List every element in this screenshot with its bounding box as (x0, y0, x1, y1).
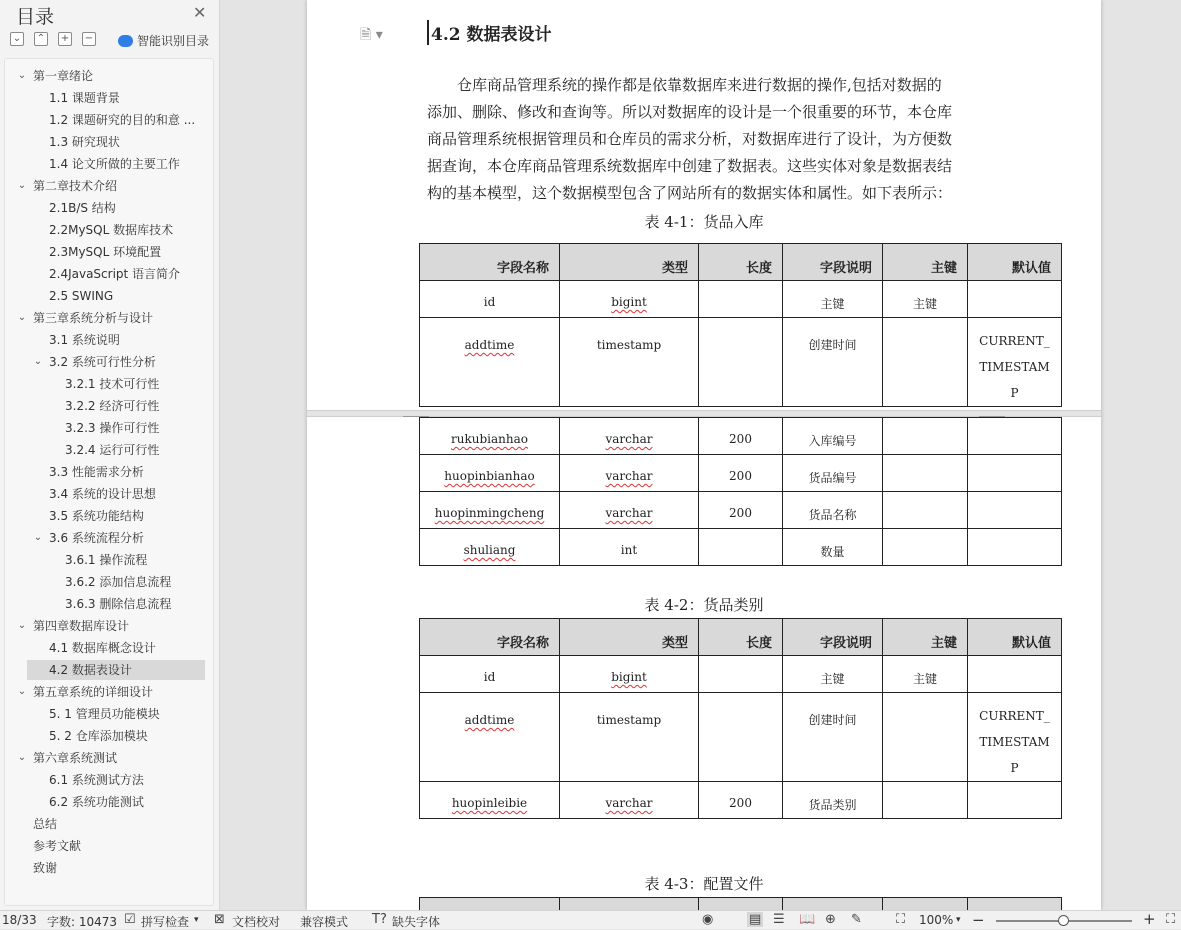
cell-text: 数量 (820, 545, 845, 559)
table-cell[interactable] (699, 693, 783, 782)
cell-text: varchar (605, 469, 653, 483)
cell-text: huopinmingcheng (434, 506, 545, 520)
table-cell[interactable] (560, 693, 699, 782)
column-header (883, 898, 968, 911)
toc-item[interactable]: 3.5 系统功能结构 (49, 509, 144, 523)
table-caption-2: 表 4-2：货品类别 (644, 596, 764, 614)
zoom-in-icon[interactable]: + (1143, 910, 1156, 928)
table-cell[interactable] (883, 418, 968, 455)
data-table-1-part-a (419, 243, 1062, 407)
table-row (420, 418, 1062, 455)
table-cell[interactable] (783, 529, 883, 566)
table-cell[interactable] (560, 492, 699, 529)
page-indicator[interactable]: 18/33 (2, 913, 37, 927)
cell-text: id (483, 295, 496, 309)
page-corner-mark (403, 404, 429, 417)
cell-text: 主键 (912, 297, 937, 311)
cell-text: huopinleibie (451, 796, 528, 810)
eye-protection-icon[interactable]: ◉ (702, 912, 714, 927)
cell-text: addtime (464, 713, 515, 727)
cell-text: shuliang (463, 543, 516, 557)
document-area (221, 0, 1181, 910)
table-cell[interactable] (883, 455, 968, 492)
section-heading: 4.2 数据表设计 (427, 20, 552, 45)
cell-text: 创建时间 (808, 713, 857, 727)
spell-check-button[interactable]: 拼写检查 (141, 915, 190, 929)
toc-item[interactable]: 6.2 系统功能测试 (49, 795, 144, 809)
table-cell[interactable] (968, 281, 1062, 318)
add-heading-icon[interactable]: + (58, 32, 72, 46)
toc-item[interactable]: 2.4JavaScript 语言简介 (49, 267, 181, 281)
paragraph-line: 构的基本模型，这个数据模型包含了网站所有的数据实体和属性。如下表所示： (427, 184, 953, 202)
toc-item[interactable]: 1.3 研究现状 (49, 135, 120, 149)
toc-item[interactable]: 2.3MySQL 环境配置 (49, 245, 162, 259)
cell-text: 主键 (820, 297, 845, 311)
toc-item[interactable]: 3.6.3 删除信息流程 (65, 597, 172, 611)
doc-proof-icon: ⊠ (214, 912, 225, 927)
table-cell[interactable] (883, 656, 968, 693)
column-header (420, 898, 560, 911)
table-cell[interactable] (783, 455, 883, 492)
page-corner-mark (979, 404, 1005, 417)
doc-proof-button[interactable]: 文档校对 (232, 915, 281, 929)
chevron-down-icon[interactable]: ▾ (194, 915, 199, 925)
toc-list (4, 58, 214, 906)
table-header-row (420, 244, 1062, 281)
cell-text: varchar (605, 432, 653, 446)
toc-item[interactable]: 3.2.2 经济可行性 (65, 399, 160, 413)
toc-item[interactable]: 4.1 数据库概念设计 (49, 641, 156, 655)
table-cell[interactable] (420, 492, 560, 529)
toc-item[interactable]: 致谢 (33, 861, 58, 875)
fullscreen-icon[interactable]: ⛶ (1166, 912, 1176, 927)
chevron-down-icon[interactable]: ⌄ (17, 752, 27, 763)
table-cell[interactable] (883, 693, 968, 782)
zoom-out-icon[interactable]: − (972, 911, 985, 929)
table-cell[interactable] (560, 656, 699, 693)
toc-sidebar (0, 0, 220, 910)
outline-view-icon[interactable]: ☰ (773, 912, 785, 927)
status-bar (0, 910, 1181, 929)
cell-text: varchar (605, 796, 653, 810)
cell-text: int (620, 543, 638, 557)
cell-text: 主键 (912, 672, 937, 686)
table-cell[interactable] (783, 693, 883, 782)
sidebar-title: 目录 (16, 6, 55, 28)
zoom-slider[interactable] (996, 920, 1132, 922)
toc-item[interactable]: 2.2MySQL 数据库技术 (49, 223, 174, 237)
cell-text: 货品名称 (808, 508, 857, 522)
column-header: 长度 (699, 619, 783, 656)
table-cell[interactable] (783, 318, 883, 407)
table-cell[interactable] (560, 281, 699, 318)
table-cell[interactable] (883, 492, 968, 529)
cell-text: varchar (605, 506, 653, 520)
toc-item[interactable]: 2.1B/S 结构 (49, 201, 116, 215)
cell-text: 主键 (820, 672, 845, 686)
zoom-level[interactable]: 100% (919, 913, 954, 927)
toc-item[interactable]: 2.5 SWING (49, 289, 114, 303)
ai-recognize-label: 智能识别目录 (137, 34, 210, 48)
cell-text: 货品编号 (808, 471, 857, 485)
paragraph-line: 据查询，本仓库商品管理系统数据库中创建了数据表。这些实体对象是数据表结 (427, 157, 953, 175)
toc-item[interactable]: 3.6.1 操作流程 (65, 553, 148, 567)
table-row (420, 455, 1062, 492)
table-cell[interactable] (783, 492, 883, 529)
column-header: 主键 (883, 244, 968, 281)
cell-text: rukubianhao (451, 432, 528, 446)
toc-item[interactable]: 第二章技术介绍 (33, 179, 118, 193)
document-page (307, 0, 1101, 910)
toc-item[interactable]: 3.1 系统说明 (49, 333, 120, 347)
column-header (783, 898, 883, 911)
table-row (420, 281, 1062, 318)
cell-text: timestamp (596, 713, 662, 727)
cell-text: timestamp (596, 338, 662, 352)
toc-item[interactable]: 第三章系统分析与设计 (33, 311, 154, 325)
table-caption-3: 表 4-3：配置文件 (644, 875, 764, 893)
toc-item[interactable]: 3.2.4 运行可行性 (65, 443, 160, 457)
table-cell[interactable] (420, 281, 560, 318)
cell-text: 200 (729, 469, 752, 483)
data-table-2 (419, 618, 1062, 819)
web-view-icon[interactable]: ⊕ (825, 912, 836, 927)
table-cell[interactable] (968, 455, 1062, 492)
data-table-1-part-b (419, 417, 1062, 566)
chevron-down-icon[interactable]: ⌄ (33, 356, 43, 367)
missing-font-icon: T? (372, 912, 387, 927)
table-cell[interactable] (968, 492, 1062, 529)
chevron-down-icon[interactable]: ⌄ (17, 70, 27, 81)
table-cell[interactable] (699, 656, 783, 693)
table-cell[interactable] (560, 318, 699, 407)
table-cell[interactable] (883, 782, 968, 819)
table-cell[interactable] (420, 418, 560, 455)
zoom-slider-handle[interactable] (1058, 915, 1069, 926)
toc-item[interactable]: 1.4 论文所做的主要工作 (49, 157, 180, 171)
table-cell[interactable] (699, 782, 783, 819)
table-cell[interactable] (883, 318, 968, 407)
cell-text: 入库编号 (808, 434, 857, 448)
table-cell[interactable] (968, 418, 1062, 455)
column-header (968, 898, 1062, 911)
chevron-down-icon[interactable]: ⌄ (17, 312, 27, 323)
table-cell[interactable] (420, 529, 560, 566)
column-header (699, 898, 783, 911)
table-cell[interactable] (968, 529, 1062, 566)
column-header: 默认值 (968, 244, 1062, 281)
toc-item[interactable]: 1.2 课题研究的目的和意 ... (49, 113, 196, 127)
column-header: 默认值 (968, 619, 1062, 656)
chevron-down-icon[interactable]: ⌄ (17, 180, 27, 191)
toc-item[interactable]: 6.1 系统测试方法 (49, 773, 144, 787)
column-header: 长度 (699, 244, 783, 281)
table-cell[interactable] (883, 529, 968, 566)
toc-item[interactable]: 1.1 课题背景 (49, 91, 120, 105)
table-cell[interactable] (420, 318, 560, 407)
table-row (420, 693, 1062, 782)
cell-text: 创建时间 (808, 338, 857, 352)
toc-item[interactable]: 第六章系统测试 (33, 751, 118, 765)
table-caption-1: 表 4-1：货品入库 (644, 213, 764, 231)
remove-heading-icon[interactable]: − (82, 32, 96, 46)
table-cell[interactable] (560, 455, 699, 492)
cell-text: bigint (611, 670, 647, 684)
table-row (420, 318, 1062, 407)
table-cell[interactable] (560, 782, 699, 819)
expand-all-icon[interactable]: ⌄ (10, 32, 24, 46)
table-cell[interactable] (783, 281, 883, 318)
missing-font-button[interactable]: 缺失字体 (392, 915, 441, 929)
chevron-down-icon[interactable]: ⌄ (33, 532, 43, 543)
toc-item[interactable]: 参考文献 (33, 839, 82, 853)
table-header-row (420, 619, 1062, 656)
toc-item[interactable]: 3.2 系统可行性分析 (49, 355, 156, 369)
paragraph-line: 仓库商品管理系统的操作都是依靠数据库来进行数据的操作,包括对数据的 (457, 76, 942, 94)
cell-text: 货品类别 (808, 798, 857, 812)
close-icon[interactable]: ✕ (193, 3, 207, 22)
table-cell[interactable] (783, 656, 883, 693)
table-cell[interactable] (699, 529, 783, 566)
table-row (420, 529, 1062, 566)
toc-item[interactable]: 3.3 性能需求分析 (49, 465, 144, 479)
toc-item[interactable]: 第一章绪论 (33, 69, 94, 83)
toc-item[interactable]: 第四章数据库设计 (33, 619, 130, 633)
chevron-down-icon[interactable]: ⌄ (17, 620, 27, 631)
cell-text: 200 (729, 796, 752, 810)
fit-page-icon[interactable]: ⛶ (896, 912, 906, 927)
column-header: 类型 (560, 244, 699, 281)
table-cell[interactable] (783, 782, 883, 819)
table-cell[interactable]: CURRENT_TIMESTAMP (968, 318, 1062, 407)
cell-text: 200 (729, 432, 752, 446)
page-view-icon[interactable]: ▤ (749, 912, 762, 927)
chevron-down-icon[interactable]: ▾ (956, 915, 961, 925)
table-row (420, 492, 1062, 529)
data-table-3 (419, 897, 1062, 910)
table-cell[interactable] (699, 455, 783, 492)
table-header-row (420, 898, 1062, 911)
table-cell[interactable] (968, 656, 1062, 693)
toc-item[interactable]: 总结 (33, 817, 58, 831)
table-cell[interactable] (699, 418, 783, 455)
pen-icon[interactable]: ✎ (851, 912, 862, 927)
table-row (420, 656, 1062, 693)
reading-view-icon[interactable]: 📖 (799, 912, 816, 927)
spell-check-icon: ☑ (124, 912, 136, 927)
cell-text: 200 (729, 506, 752, 520)
toc-item[interactable]: 3.6 系统流程分析 (49, 531, 144, 545)
table-cell[interactable] (699, 281, 783, 318)
toc-item[interactable]: 3.4 系统的设计思想 (49, 487, 156, 501)
column-header: 字段名称 (420, 244, 560, 281)
toc-item[interactable]: 3.2.1 技术可行性 (65, 377, 160, 391)
table-cell[interactable] (560, 529, 699, 566)
compat-mode-label: 兼容模式 (300, 915, 349, 929)
table-cell[interactable] (420, 656, 560, 693)
table-cell[interactable] (883, 281, 968, 318)
toc-item[interactable]: 3.2.3 操作可行性 (65, 421, 160, 435)
cell-text: id (483, 670, 496, 684)
table-cell[interactable] (420, 782, 560, 819)
table-cell[interactable] (783, 418, 883, 455)
paragraph-line: 添加、删除、修改和查询等。所以对数据库的设计是一个很重要的环节，本仓库 (427, 103, 953, 121)
table-cell[interactable] (968, 782, 1062, 819)
column-header: 主键 (883, 619, 968, 656)
collapse-all-icon[interactable]: ⌃ (34, 32, 48, 46)
ai-recognize-toc-button[interactable] (118, 32, 209, 49)
document-icon[interactable]: 🗎 ▾ (360, 27, 383, 43)
word-count[interactable]: 字数: 10473 (47, 915, 118, 929)
column-header: 字段说明 (783, 244, 883, 281)
toc-item[interactable]: 4.2 数据表设计 (27, 660, 205, 680)
toc-item[interactable]: 5. 2 仓库添加模块 (49, 729, 148, 743)
table-cell[interactable] (699, 318, 783, 407)
cell-text: bigint (611, 295, 647, 309)
toc-item[interactable]: 5. 1 管理员功能模块 (49, 707, 160, 721)
table-cell[interactable] (420, 455, 560, 492)
chevron-down-icon[interactable]: ⌄ (17, 686, 27, 697)
table-cell[interactable] (699, 492, 783, 529)
cell-text: addtime (464, 338, 515, 352)
paragraph-line: 商品管理系统根据管理员和仓库员的需求分析，对数据库进行了设计，为方便数 (427, 130, 953, 148)
column-header: 字段说明 (783, 619, 883, 656)
cell-text: huopinbianhao (444, 469, 535, 483)
column-header: 类型 (560, 619, 699, 656)
column-header (560, 898, 699, 911)
table-cell[interactable]: CURRENT_TIMESTAMP (968, 693, 1062, 782)
toc-item[interactable]: 第五章系统的详细设计 (33, 685, 154, 699)
table-cell[interactable] (560, 418, 699, 455)
table-cell[interactable] (420, 693, 560, 782)
column-header: 字段名称 (420, 619, 560, 656)
ai-cloud-icon (118, 35, 133, 47)
toc-item[interactable]: 3.6.2 添加信息流程 (65, 575, 172, 589)
table-row (420, 782, 1062, 819)
